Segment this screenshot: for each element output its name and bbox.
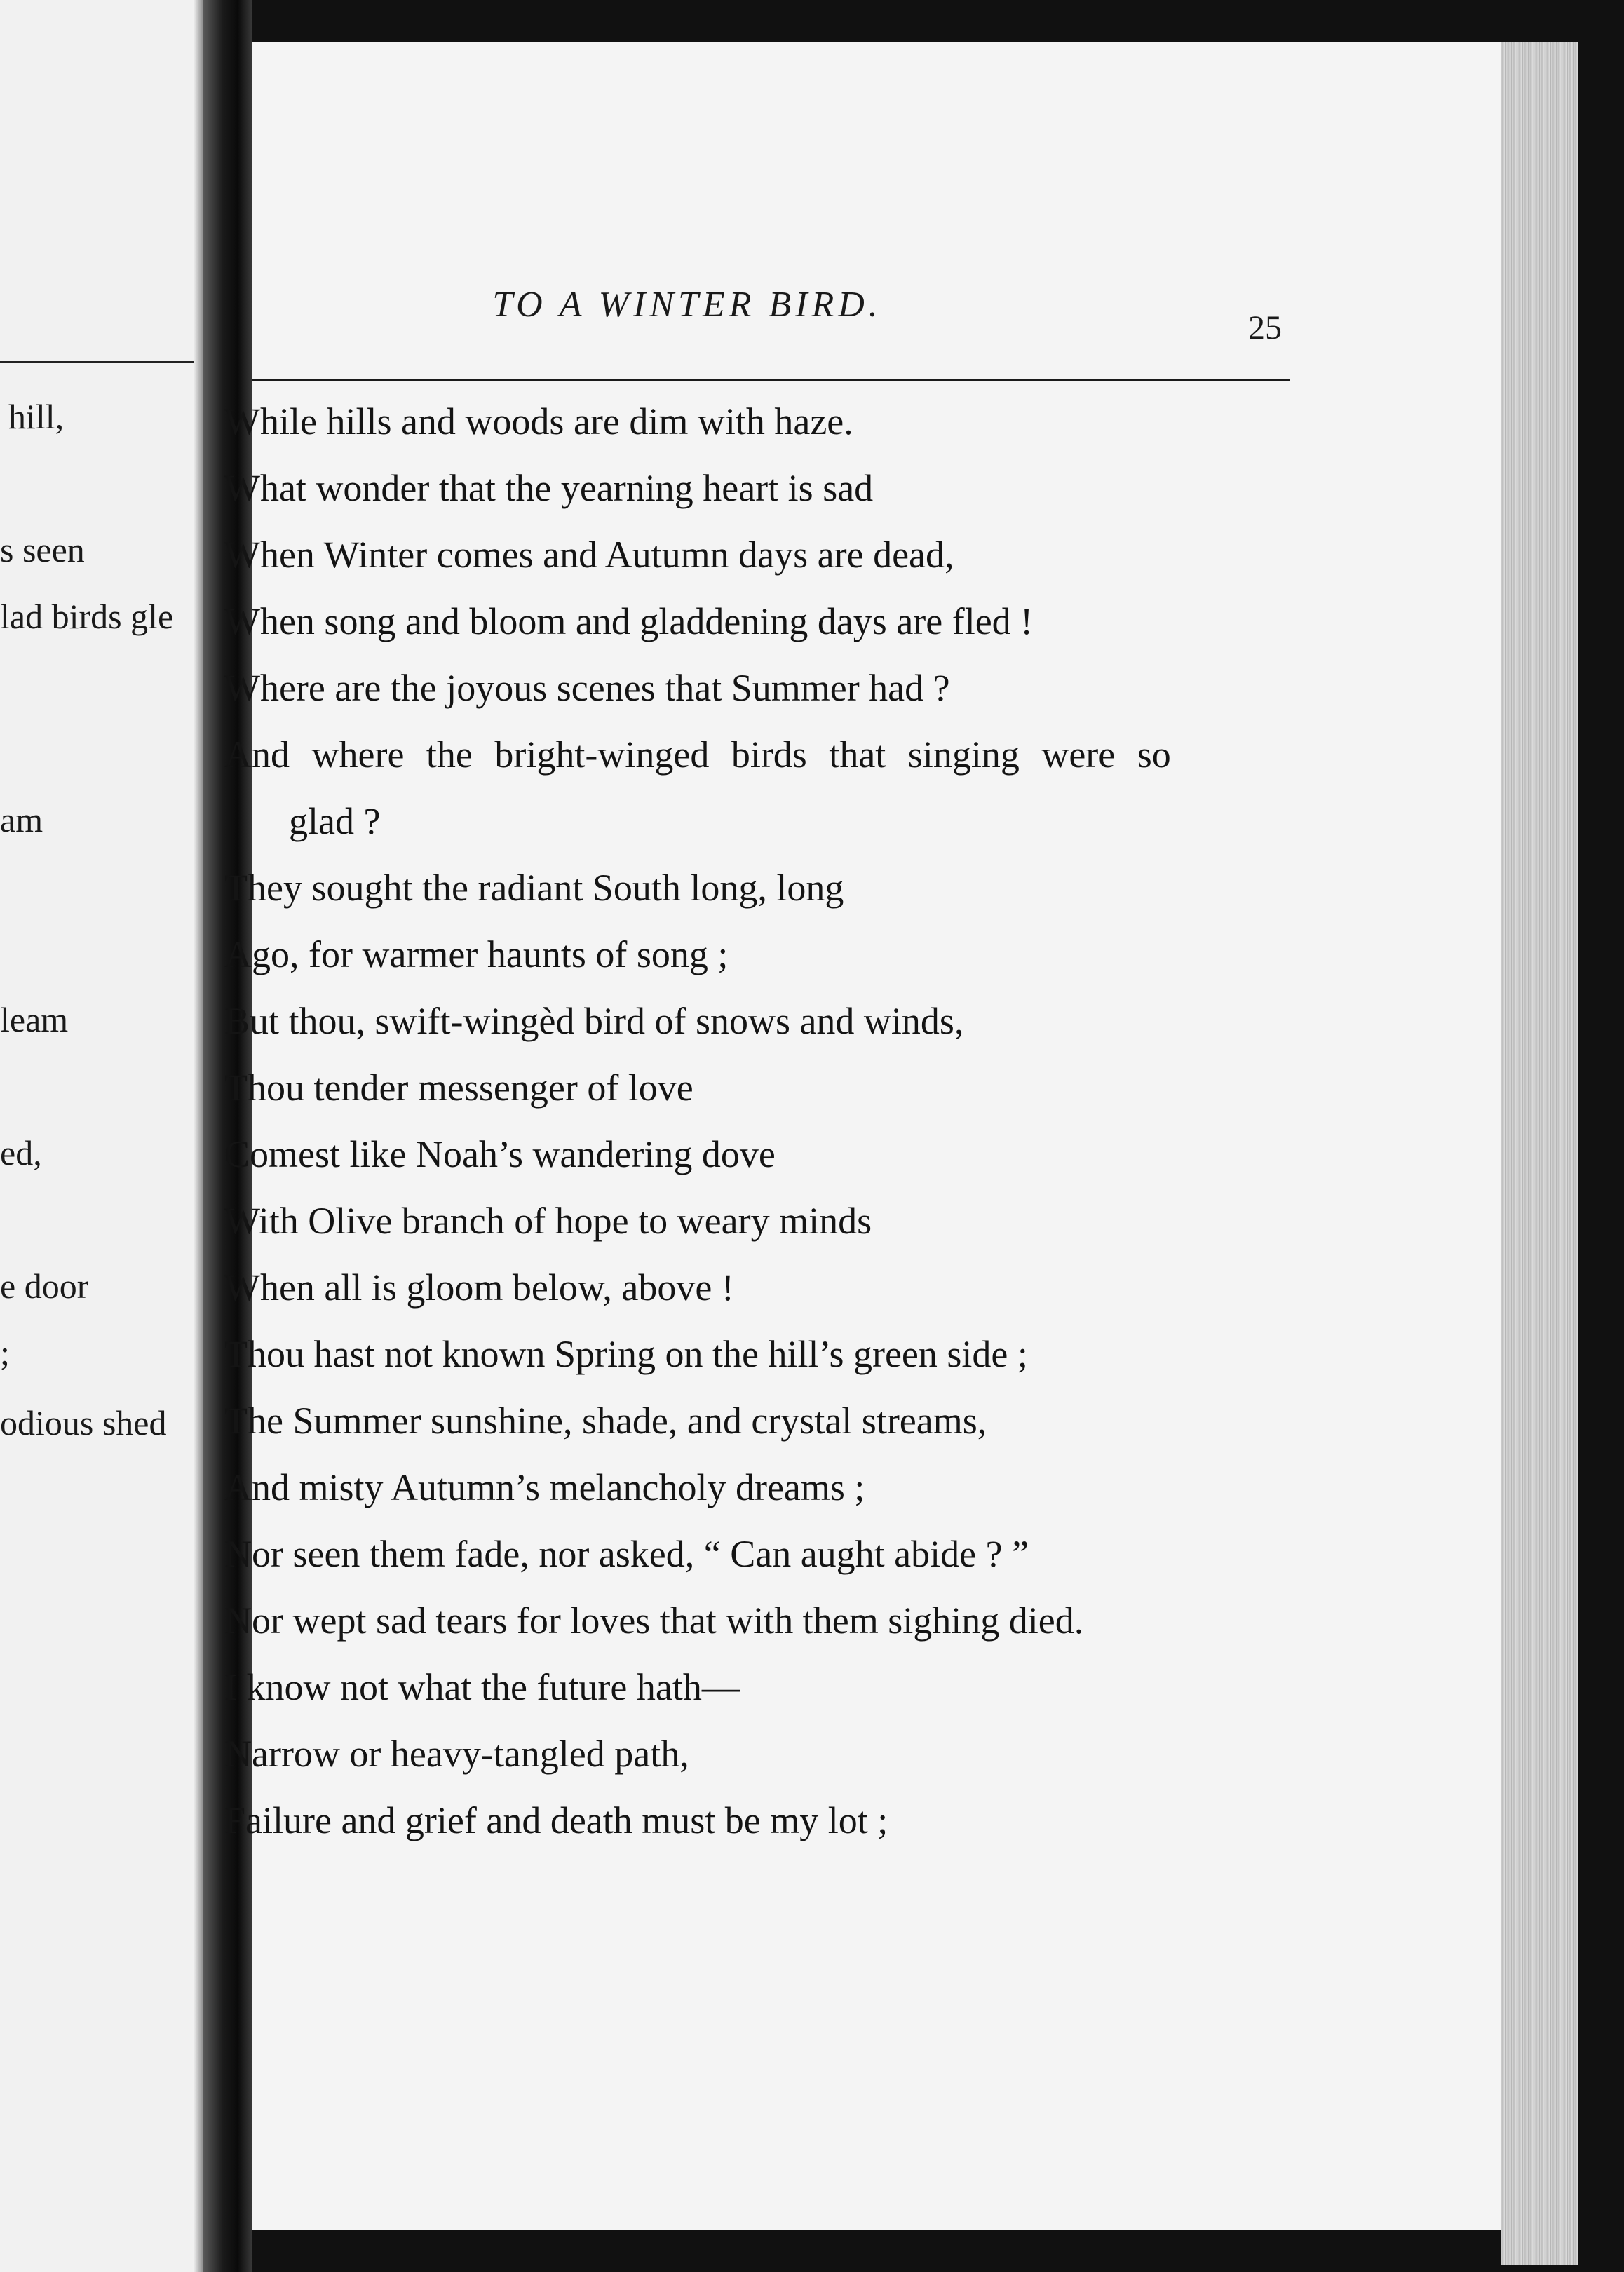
verse-line: Where are the joyous scenes that Summer had ?	[224, 667, 950, 709]
verse-line: Comest like Noah’s wandering dove	[224, 1133, 776, 1175]
verse-line: They sought the radiant South long, long	[224, 867, 844, 909]
left-fragment: ed,	[0, 1133, 42, 1172]
left-fragment: ;	[0, 1333, 10, 1372]
verse-line: And where the bright-winged birds that singing were so	[224, 733, 1171, 776]
verse-line: glad ?	[289, 800, 381, 842]
left-fragment: leam	[0, 1000, 69, 1039]
verse-line: I know not what the future hath—	[224, 1666, 740, 1708]
running-title: TO A WINTER BIRD.	[492, 285, 882, 325]
left-fragment: hill,	[8, 397, 65, 436]
verse-line: The Summer sunshine, shade, and crystal streams,	[224, 1400, 987, 1442]
verse-line: Nor wept sad tears for loves that with them sighing died.	[224, 1600, 1084, 1642]
page-number: 25	[1248, 309, 1282, 346]
verse-line: With Olive branch of hope to weary minds	[224, 1200, 872, 1242]
left-fragment: e door	[0, 1266, 89, 1306]
verse-line: Failure and grief and death must be my lot ;	[224, 1799, 888, 1841]
left-fragment: am	[0, 800, 43, 839]
left-fragment: odious shed	[0, 1403, 167, 1442]
verse-line: When Winter comes and Autumn days are dead,	[224, 534, 954, 576]
verse-line: Thou hast not known Spring on the hill’s green side ;	[224, 1333, 1028, 1375]
left-header-rule	[0, 361, 203, 363]
verse-line: Narrow or heavy-tangled path,	[224, 1733, 689, 1775]
verse-line: While hills and woods are dim with haze.	[224, 400, 853, 442]
left-fragment: s seen	[0, 530, 85, 569]
verse-line: Thou tender messenger of love	[224, 1067, 693, 1109]
left-page	[0, 0, 203, 2272]
verse-line: When all is gloom below, above !	[224, 1266, 734, 1309]
verse-line: And misty Autumn’s melancholy dreams ;	[224, 1466, 865, 1508]
left-fragment: lad birds gle	[0, 597, 174, 636]
verse-line: Nor seen them fade, nor asked, “ Can aught abide ? ”	[224, 1533, 1029, 1575]
verse-line: What wonder that the yearning heart is sad	[224, 467, 874, 509]
verse-line: Ago, for warmer haunts of song ;	[224, 933, 729, 975]
page-edges	[1501, 42, 1578, 2265]
page-curve	[194, 0, 203, 2272]
header-rule	[252, 379, 1290, 381]
verse-line: When song and bloom and gladdening days are fled !	[224, 600, 1034, 642]
verse-line: But thou, swift-wingèd bird of snows and winds,	[224, 1000, 964, 1042]
